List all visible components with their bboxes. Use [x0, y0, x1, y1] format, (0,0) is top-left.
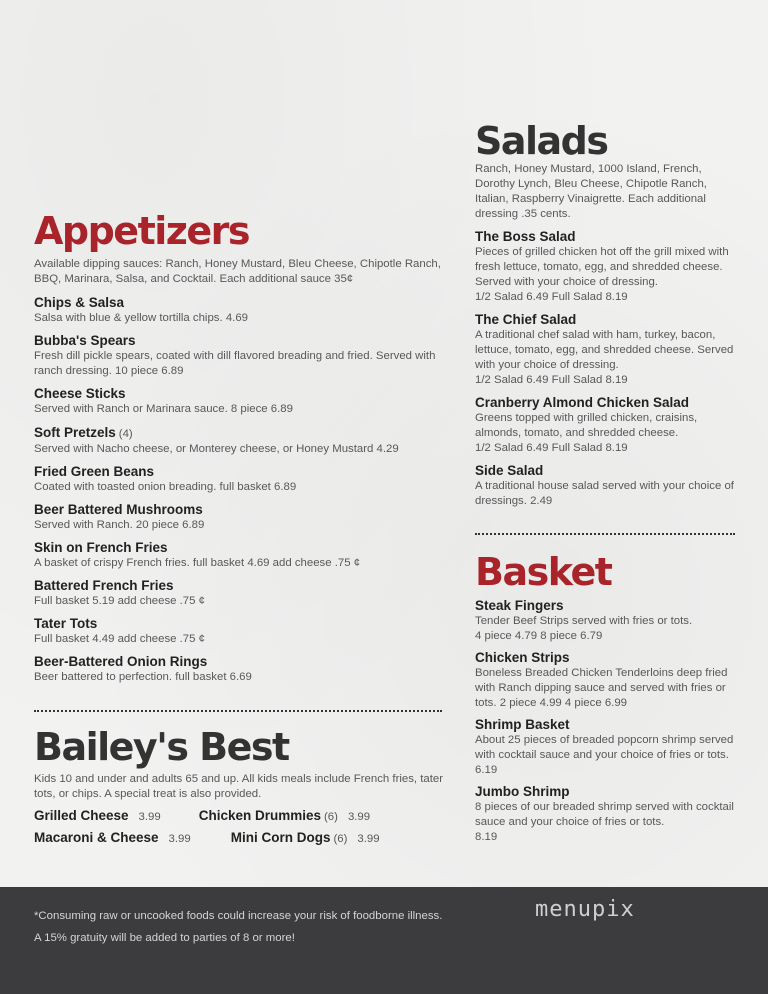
item-description: Full basket 4.49 add cheese .75 ¢ [34, 633, 205, 645]
baileys-title: Bailey's Best [34, 725, 289, 769]
menu-item [34, 502, 444, 533]
item-price: 8.19 [475, 831, 498, 843]
item-name: Chicken Strips [475, 650, 570, 665]
menupix-logo: menupix [535, 897, 635, 922]
left-column [34, 209, 444, 685]
food-safety-note: *Consuming raw or uncooked foods could increase your risk of foodborne illness. [34, 910, 443, 922]
item-name: Cranberry Almond Chicken Salad [475, 395, 690, 410]
appetizers-title: Appetizers [34, 209, 250, 253]
menu-item [34, 654, 444, 685]
kids-item-price: 3.99 [168, 833, 191, 845]
item-qty: (4) [118, 428, 133, 440]
item-name: The Chief Salad [475, 312, 577, 327]
item-description: A traditional chef salad with ham, turkey, bacon, lettuce, tomato, egg, and shredded cheese. Served with your choice of dressing. [475, 329, 734, 371]
item-description: Coated with toasted onion breading. full basket 6.89 [34, 481, 297, 493]
menu-item [34, 578, 444, 609]
menu-item [34, 295, 444, 326]
item-price: 1/2 Salad 6.49 Full Salad 8.19 [475, 291, 628, 303]
item-name: Cheese Sticks [34, 386, 126, 401]
menu-item [475, 650, 739, 711]
salads-title: Salads [475, 119, 608, 163]
menu-item [34, 540, 444, 571]
salads-list [475, 229, 739, 509]
appetizers-intro: Available dipping sauces: Ranch, Honey Mustard, Bleu Cheese, Chipotle Ranch, BBQ, Marinara, Salsa, and Cocktail. Each additional sauce 35¢ [34, 258, 441, 285]
item-name: Side Salad [475, 463, 544, 478]
right-column [475, 119, 739, 509]
kids-row-2 [34, 830, 444, 845]
item-name: Battered French Fries [34, 578, 174, 593]
kids-item-name: Macaroni & Cheese [34, 830, 159, 845]
item-name: Bubba's Spears [34, 333, 136, 348]
item-price: 1/2 Salad 6.49 Full Salad 8.19 [475, 442, 628, 454]
item-description: Full basket 5.19 add cheese .75 ¢ [34, 595, 205, 607]
menu-item [475, 717, 739, 778]
section-divider [475, 533, 735, 535]
item-description: Tender Beef Strips served with fries or tots. [475, 615, 693, 627]
footer [0, 887, 768, 994]
menu-item [34, 386, 444, 417]
item-name: Fried Green Beans [34, 464, 155, 479]
menu-item [34, 464, 444, 495]
kids-item-name: Mini Corn Dogs [230, 830, 331, 845]
menu-item [475, 312, 739, 388]
item-price: 4 piece 4.79 8 piece 6.79 [475, 630, 603, 642]
kids-item-name: Chicken Drummies [198, 808, 322, 823]
salads-intro: Ranch, Honey Mustard, 1000 Island, French, Dorothy Lynch, Bleu Cheese, Chipotle Ranch, Italian, Raspberry Vinaigrette. Each additional dressing .35 cents. [475, 163, 707, 220]
basket-section [475, 550, 739, 845]
item-name: Jumbo Shrimp [475, 784, 570, 799]
item-description: Boneless Breaded Chicken Tenderloins deep fried with Ranch dipping sauce and served with fries or tots. 2 piece 4.99 4 piece 6.99 [475, 667, 728, 709]
item-description: Served with Ranch. 20 piece 6.89 [34, 519, 205, 531]
menu-item [34, 333, 444, 379]
item-name: Tater Tots [34, 616, 98, 631]
item-description: Beer battered to perfection. full basket 6.69 [34, 671, 252, 683]
kids-item-qty: (6) [324, 811, 338, 823]
item-description: Served with Nacho cheese, or Monterey cheese, or Honey Mustard 4.29 [34, 443, 399, 455]
item-description: A basket of crispy French fries. full basket 4.69 add cheese .75 ¢ [34, 557, 361, 569]
item-name: Beer Battered Mushrooms [34, 502, 203, 517]
item-name: Chips & Salsa [34, 295, 125, 310]
item-description: Fresh dill pickle spears, coated with dill flavored breading and fried. Served with ranch dressing. 10 piece 6.89 [34, 350, 436, 377]
basket-list [475, 598, 739, 845]
kids-row-1 [34, 808, 444, 823]
item-name: Steak Fingers [475, 598, 564, 613]
item-name: Skin on French Fries [34, 540, 168, 555]
kids-item-price: 3.99 [138, 811, 161, 823]
menu-item [475, 229, 739, 305]
item-description: 8 pieces of our breaded shrimp served with cocktail sauce and your choice of fries or tots. [475, 801, 734, 828]
baileys-intro: Kids 10 and under and adults 65 and up. All kids meals include French fries, tater tots, or chips. A special treat is also provided. [34, 773, 444, 800]
kids-item-qty: (6) [333, 833, 348, 845]
kids-item-name: Grilled Cheese [34, 808, 129, 823]
item-description: Greens topped with grilled chicken, craisins, almonds, tomato, and shredded cheese. [475, 412, 698, 439]
kids-item-price: 3.99 [357, 833, 380, 845]
menu-item [475, 463, 739, 509]
item-name: Beer-Battered Onion Rings [34, 654, 208, 669]
item-description: Served with Ranch or Marinara sauce. 8 piece 6.89 [34, 403, 293, 415]
item-description: About 25 pieces of breaded popcorn shrimp served with cocktail sauce and your choice of fries or tots. 6.19 [475, 734, 734, 776]
menu-item [475, 598, 739, 644]
item-description: Pieces of grilled chicken hot off the grill mixed with fresh lettuce, tomato, egg, and shredded cheese. Served with your choice of dressing. [475, 246, 729, 288]
baileys-section [34, 725, 444, 845]
section-divider [34, 710, 442, 712]
item-description: Salsa with blue & yellow tortilla chips. 4.69 [34, 312, 248, 324]
item-name: Shrimp Basket [475, 717, 570, 732]
appetizers-list [34, 295, 444, 685]
menu-item [34, 616, 444, 647]
menu-item [34, 424, 444, 457]
item-name: Soft Pretzels [34, 425, 116, 440]
item-description: A traditional house salad served with your choice of dressings. 2.49 [475, 480, 734, 507]
basket-title: Basket [475, 550, 612, 594]
kids-item-price: 3.99 [347, 811, 371, 823]
item-name: The Boss Salad [475, 229, 576, 244]
menu-item [475, 395, 739, 456]
item-price: 1/2 Salad 6.49 Full Salad 8.19 [475, 374, 628, 386]
menu-item [475, 784, 739, 845]
gratuity-note: A 15% gratuity will be added to parties of 8 or more! [34, 932, 295, 944]
